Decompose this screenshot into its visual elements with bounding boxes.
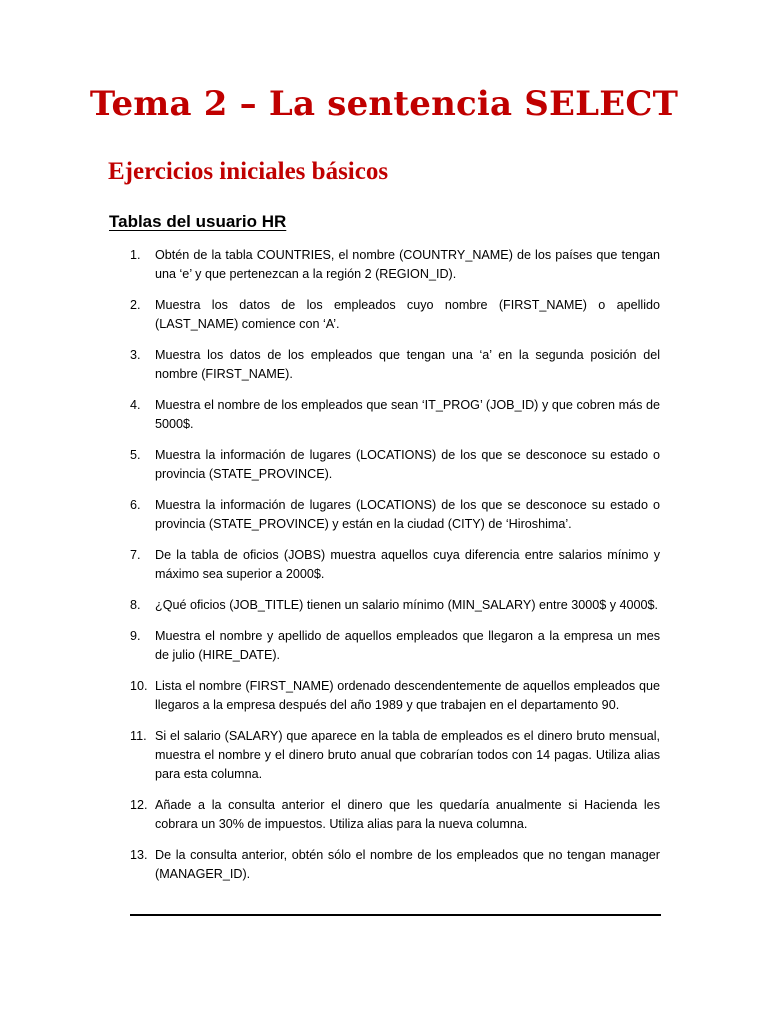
page-title: Tema 2 – La sentencia SELECT — [89, 84, 679, 124]
exercise-text: De la tabla de oficios (JOBS) muestra aquellos cuya diferencia entre salarios mínimo y máximo sea superior a 2000$. — [155, 548, 660, 581]
footer-divider — [130, 914, 661, 916]
exercise-item — [130, 627, 660, 665]
exercise-item — [130, 546, 660, 584]
exercise-text: Lista el nombre (FIRST_NAME) ordenado descendentemente de aquellos empleados que llegaros a la empresa después del año 1989 y que trabajen en el departamento 90. — [155, 679, 660, 712]
exercise-text: Muestra los datos de los empleados que tengan una ‘a’ en la segunda posición del nombre (FIRST_NAME). — [155, 348, 660, 381]
exercise-number: 11. — [130, 729, 147, 743]
exercise-text: Muestra el nombre de los empleados que sean ‘IT_PROG’ (JOB_ID) y que cobren más de 5000$. — [155, 398, 660, 431]
exercise-number: 2. — [130, 298, 141, 312]
section-heading: Ejercicios iniciales básicos — [108, 158, 389, 185]
exercise-number: 3. — [130, 348, 141, 362]
exercise-list — [130, 246, 660, 896]
exercise-number: 5. — [130, 448, 141, 462]
exercise-text: Muestra la información de lugares (LOCATIONS) de los que se desconoce su estado o provincia (STATE_PROVINCE) y están en la ciudad (CITY) de ‘Hiroshima’. — [155, 498, 660, 531]
exercise-text: Muestra la información de lugares (LOCATIONS) de los que se desconoce su estado o provincia (STATE_PROVINCE). — [155, 448, 660, 481]
exercise-item — [130, 596, 660, 615]
exercise-number: 1. — [130, 248, 141, 262]
exercise-text: Obtén de la tabla COUNTRIES, el nombre (COUNTRY_NAME) de los países que tengan una ‘e’ y que pertenezcan a la región 2 (REGION_ID). — [155, 248, 660, 281]
exercise-number: 9. — [130, 629, 141, 643]
exercise-item — [130, 246, 660, 284]
exercise-item — [130, 296, 660, 334]
exercise-item — [130, 346, 660, 384]
exercise-text: Si el salario (SALARY) que aparece en la tabla de empleados es el dinero bruto mensual, muestra el nombre y el dinero bruto anual que cobrarían todos con 14 pagas. Utiliza alias para esta columna. — [155, 729, 660, 781]
exercise-number: 13. — [130, 848, 148, 862]
exercise-item — [130, 396, 660, 434]
exercise-item — [130, 446, 660, 484]
exercise-item — [130, 796, 660, 834]
sub-heading: Tablas del usuario HR — [109, 212, 287, 231]
exercise-text: Muestra los datos de los empleados cuyo nombre (FIRST_NAME) o apellido (LAST_NAME) comience con ‘A’. — [155, 298, 660, 331]
exercise-text: ¿Qué oficios (JOB_TITLE) tienen un salario mínimo (MIN_SALARY) entre 3000$ y 4000$. — [155, 598, 659, 612]
exercise-item — [130, 677, 660, 715]
exercise-number: 4. — [130, 398, 141, 412]
exercise-number: 12. — [130, 798, 148, 812]
exercise-item — [130, 846, 660, 884]
exercise-text: De la consulta anterior, obtén sólo el nombre de los empleados que no tengan manager (MANAGER_ID). — [155, 848, 660, 881]
exercise-number: 10. — [130, 679, 148, 693]
exercise-number: 8. — [130, 598, 141, 612]
exercise-text: Muestra el nombre y apellido de aquellos empleados que llegaron a la empresa un mes de julio (HIRE_DATE). — [155, 629, 660, 662]
exercise-item — [130, 727, 660, 784]
exercise-text: Añade a la consulta anterior el dinero que les quedaría anualmente si Hacienda les cobrara un 30% de impuestos. Utiliza alias para la nueva columna. — [155, 798, 660, 831]
exercise-item — [130, 496, 660, 534]
exercise-number: 6. — [130, 498, 141, 512]
exercise-number: 7. — [130, 548, 141, 562]
